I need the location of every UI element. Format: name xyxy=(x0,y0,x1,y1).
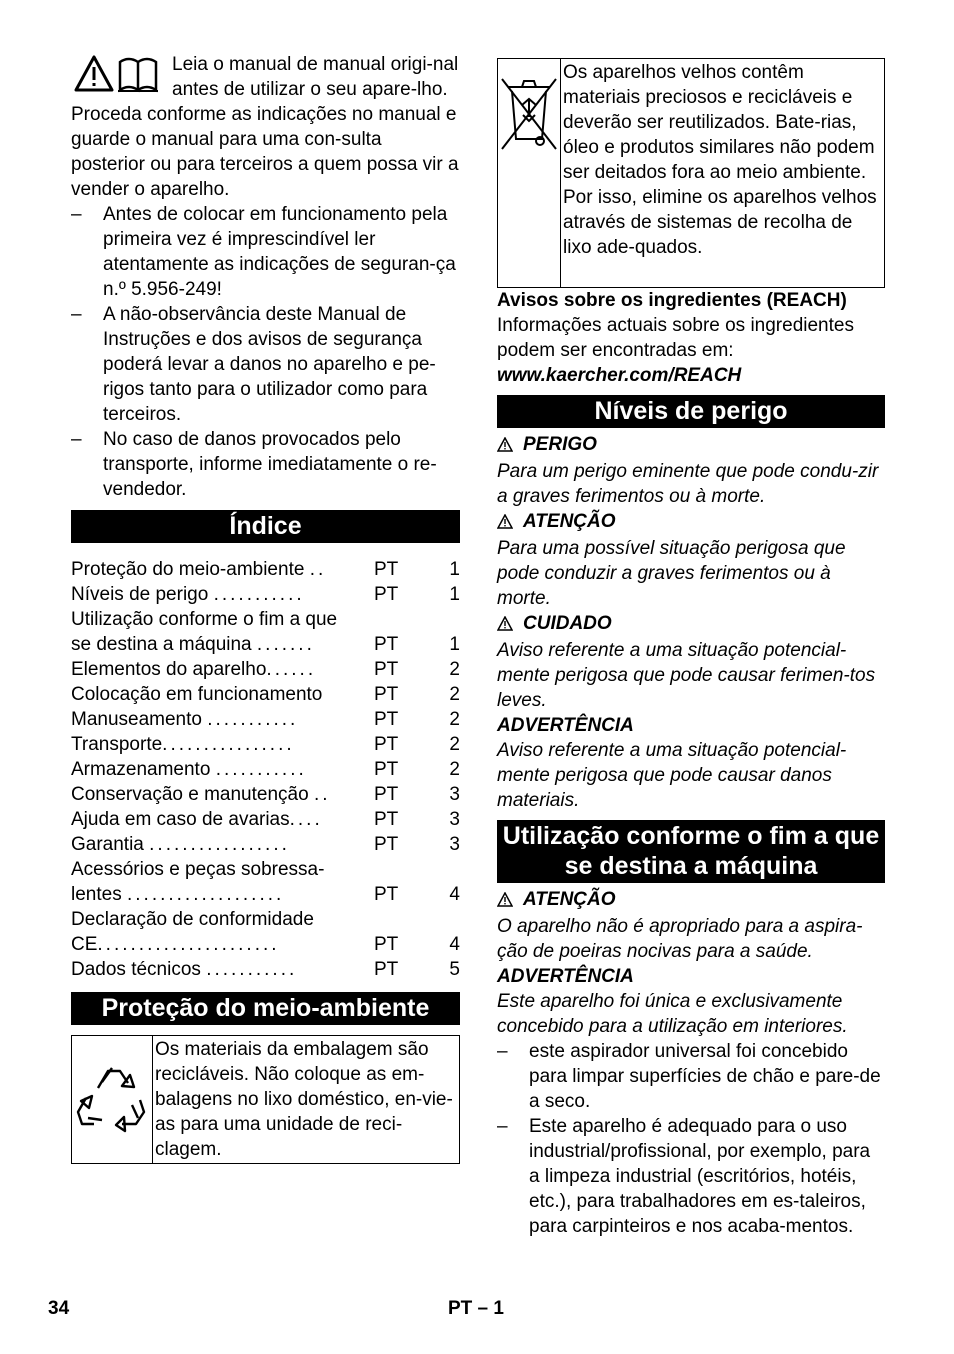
bullet-item: – Este aparelho é adequado para o uso industrial/profissional, por exemplo, para a limpeza industrial (escritórios, hotéis, etc.), para trabalhadores em es-taleiros, para carpinteiros e nos acaba-mentos. xyxy=(497,1116,871,1237)
toc-entry[interactable]: Conservação e manutenção .. PT 3 xyxy=(71,784,460,805)
bullet-item: – A não-observância deste Manual de Instruções e dos avisos de segurança poderá levar a danos no aparelho e pe-rigos tanto para o utilizador como para terceiros. xyxy=(71,304,436,425)
left-column xyxy=(71,52,460,1164)
bullet-item: – No caso de danos provocados pelo transporte, informe imediatamente o re-vendedor. xyxy=(71,429,437,500)
warning-manual-icon xyxy=(74,54,164,94)
intended-use-warning: ATENÇÃO O aparelho não é apropriado para a aspira-ção de poeiras nocivas para a saúde. xyxy=(497,889,863,962)
danger-levels-heading: Níveis de perigo xyxy=(497,395,885,428)
bullet-item: – este aspirador universal foi concebido para limpar superfícies de chão e pare-de a seco. xyxy=(497,1041,881,1112)
warning-triangle-icon xyxy=(497,434,515,459)
toc-entry[interactable]: Proteção do meio-ambiente .. PT 1 xyxy=(71,559,460,580)
intended-use-advice: ADVERTÊNCIA Este aparelho foi única e exclusivamente concebido para a utilização em interiores. xyxy=(497,966,848,1037)
old-devices-text: Os aparelhos velhos contêm materiais preciosos e recicláveis e deverão ser reutilizados. Bate-rias, óleo e produtos similares não podem ser deitados fora ao meio ambiente. Por isso, elimine os aparelhos velhos através de sistemas de recolha de lixo ade-quados. xyxy=(563,62,877,258)
toc-entry[interactable]: Elementos do aparelho...... PT 2 xyxy=(71,659,460,680)
packaging-text: Os materiais da embalagem são recicláveis. Não coloque as em-balagens no lixo doméstico, en-vie-as para uma unidade de reci-clagem. xyxy=(155,1039,453,1160)
danger-level: CUIDADO Aviso referente a uma situação potencial-mente perigosa que pode causar ferimen-tos leves. xyxy=(497,613,876,711)
toc-entry[interactable]: Manuseamento ........... PT 2 xyxy=(71,709,460,730)
bullet-item: – Antes de colocar em funcionamento pela primeira vez é imprescindível ler atentamente as indicações de seguran-ça n.º 5.956-249! xyxy=(71,204,456,300)
reach-heading: Avisos sobre os ingredientes (REACH) xyxy=(497,290,847,311)
toc-entry[interactable]: Declaração de conformidade CE...................... PT 4 xyxy=(71,909,460,955)
warning-triangle-icon xyxy=(497,511,515,536)
warning-triangle-icon xyxy=(497,889,515,914)
danger-level: ATENÇÃO Para uma possível situação perigosa que pode conduzir a graves ferimentos ou à morte. xyxy=(497,511,846,609)
danger-level: ADVERTÊNCIA Aviso referente a uma situação potencial-mente perigosa que pode causar danos materiais. xyxy=(497,715,847,811)
right-column xyxy=(497,52,885,1239)
index-heading: Índice xyxy=(71,510,460,543)
crossed-out-bin-icon xyxy=(498,59,561,287)
toc-entry[interactable]: Colocação em funcionamento PT 2 xyxy=(71,684,460,705)
packaging-box xyxy=(71,1035,460,1164)
page-number: 34 xyxy=(48,1298,70,1319)
reach-text: Informações actuais sobre os ingredientes podem ser encontradas em: xyxy=(497,315,854,361)
reach-url-link[interactable]: www.kaercher.com/REACH xyxy=(497,365,742,386)
toc-entry[interactable]: Garantia ................. PT 3 xyxy=(71,834,460,855)
recycle-icon xyxy=(72,1036,153,1163)
section-page-label: PT – 1 xyxy=(448,1298,504,1319)
toc-entry[interactable]: Transporte................ PT 2 xyxy=(71,734,460,755)
table-of-contents xyxy=(71,557,460,982)
intended-use-heading: Utilização conforme o fim a que se destina a máquina xyxy=(497,820,885,883)
toc-entry[interactable]: Ajuda em caso de avarias.... PT 3 xyxy=(71,809,460,830)
toc-entry[interactable]: Acessórios e peças sobressa- lentes ................... PT 4 xyxy=(71,859,460,905)
old-devices-box xyxy=(497,58,885,288)
intro-paragraph: Leia o manual de manual origi-nal antes de utilizar o seu apare-lho. Proceda conforme as indicações no manual e guarde o manual para uma con-sulta posterior ou para terceiros a quem possa vir a vender o aparelho. xyxy=(71,54,459,200)
environment-heading: Proteção do meio-ambiente xyxy=(71,992,460,1025)
toc-entry[interactable]: Armazenamento ........... PT 2 xyxy=(71,759,460,780)
danger-level: PERIGO Para um perigo eminente que pode condu-zir a graves ferimentos ou à morte. xyxy=(497,434,879,507)
toc-entry[interactable]: Níveis de perigo ........... PT 1 xyxy=(71,584,460,605)
warning-triangle-icon xyxy=(497,613,515,638)
toc-entry[interactable]: Dados técnicos ........... PT 5 xyxy=(71,959,460,980)
toc-entry[interactable]: Utilização conforme o fim a que se destina a máquina ....... PT 1 xyxy=(71,609,460,655)
